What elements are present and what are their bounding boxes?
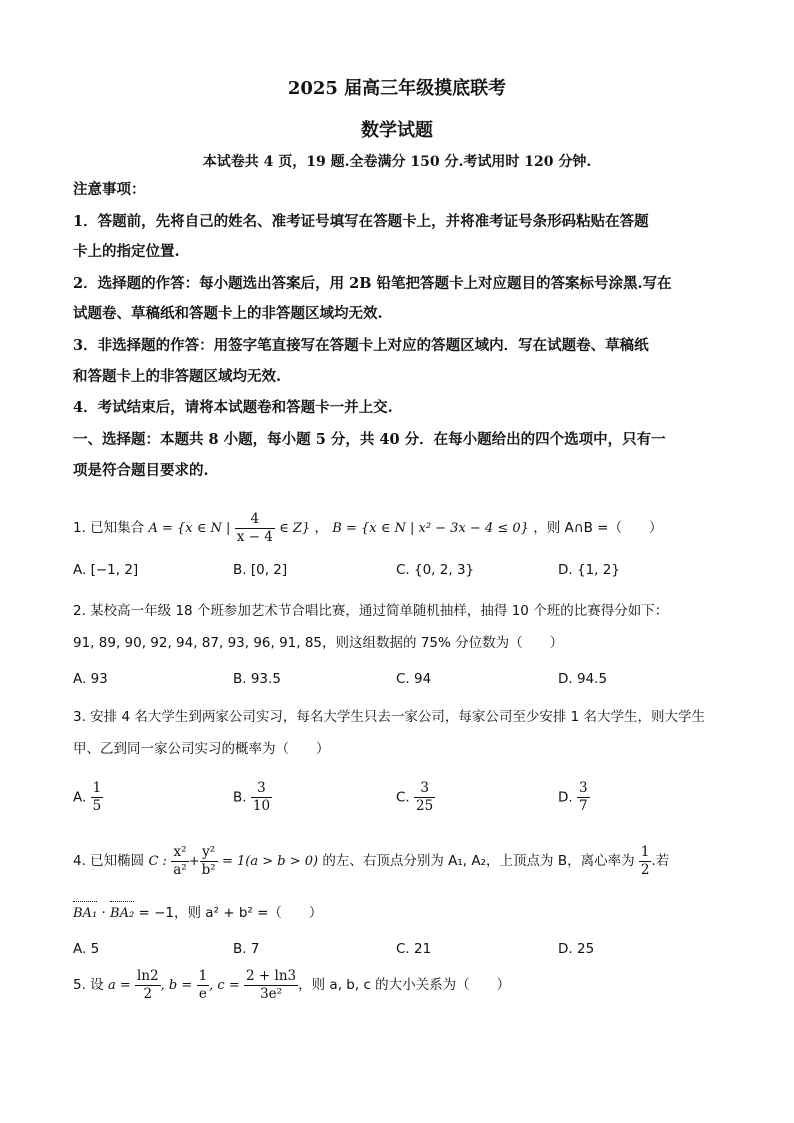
question-1: 1. 已知集合 A = {x ∈ N | $\frac{4}{x - 4}$ ∈ Z} ， B = {x ∈ N | x² − 3x − 4 ≤ 0} ，则 A∩B =（ ）: [73, 510, 663, 545]
q4-vector-ba1: BA₁: [73, 904, 97, 924]
question-5: 5. 设 a = $\frac{\ln 2}{2}$ , b = $\frac{1}{e}$ , c = $\frac{2 + \ln 3}{\text{3e²}}$ ，则 a, b, c 的大小关系为（ ）: [73, 967, 511, 1002]
q4-x-fraction: $\frac{\text{x²}}{\text{a²}}$: [173, 843, 187, 878]
q3-option-d-fraction: $\frac{3}{7}$: [578, 780, 588, 814]
q5-a-fraction: $\frac{\ln 2}{2}$: [137, 967, 159, 1002]
notice-heading: 注意事项：: [73, 181, 146, 198]
question-2-a: 2. 某校高一年级 18 个班参加艺术节合唱比赛，通过简单随机抽样，抽得 10 个班的比赛得分如下：: [73, 603, 669, 619]
q1-setA-left: A = {x ∈ N |: [148, 521, 231, 536]
q3-option-a-fraction: $\frac{1}{5}$: [92, 780, 102, 814]
q3-option-d: D. $\frac{3}{7}$: [558, 780, 588, 814]
q2-option-a: A. 93: [73, 671, 108, 687]
q3-option-c: C. $\frac{3}{25}$: [396, 780, 434, 814]
notice-item-4: 4．考试结束后，请将本试题卷和答题卡一并上交.: [73, 399, 393, 416]
notice-item-2b: 试题卷、草稿纸和答题卡上的非答题区域均无效.: [73, 305, 383, 322]
q5-b-fraction: $\frac{1}{e}$: [198, 967, 208, 1002]
q2-option-c: C. 94: [396, 671, 432, 687]
exam-subject: 数学试题: [361, 120, 433, 141]
exam-title: 2025 届高三年级摸底联考: [287, 78, 507, 99]
q3-option-b: B. $\frac{3}{10}$: [233, 780, 271, 814]
notice-item-3b: 和答题卡上的非答题区域均无效.: [73, 368, 282, 385]
q1-option-a: A. [−1, 2]: [73, 562, 139, 578]
q3-option-b-fraction: $\frac{3}{10}$: [252, 780, 271, 814]
q4-eccentricity-fraction: $\frac{1}{2}$: [640, 843, 650, 878]
q1-suffix: ，则 A∩B =（ ）: [533, 520, 663, 536]
q1-option-d: D. {1, 2}: [558, 562, 620, 578]
notice-item-1b: 卡上的指定位置.: [73, 243, 180, 260]
q1-setB: B = {x ∈ N | x² − 3x − 4 ≤ 0}: [332, 521, 529, 536]
question-3-b: 甲、乙到同一家公司实习的概率为（ ）: [73, 741, 330, 757]
question-4-b: BA₁ · BA₂ = −1，则 a² + b² =（ ）: [73, 903, 322, 924]
section-1-heading-b: 项是符合题目要求的.: [73, 462, 209, 479]
section-1-heading-a: 一、选择题：本题共 8 小题，每小题 5 分，共 40 分．在每小题给出的四个选项中，只有一: [73, 431, 666, 448]
q4-option-b: B. 7: [233, 941, 260, 957]
q4-option-d: D. 25: [558, 941, 595, 957]
q2-option-d: D. 94.5: [558, 671, 608, 687]
question-4-a: 4. 已知椭圆 C : $\frac{\text{x²}}{\text{a²}}$ + $\frac{\text{y²}}{\text{b²}}$ = 1(a > b > 0) 的左、右顶点分别为 A₁, A₂，上顶点为 B，离心率为 $\frac{1}{2}$ .若: [73, 843, 670, 878]
q1-prefix: 1. 已知集合: [73, 520, 145, 536]
q4-vector-ba2: BA₂: [110, 904, 134, 924]
q4-y-fraction: $\frac{\text{y²}}{\text{b²}}$: [201, 843, 216, 878]
q4-option-a: A. 5: [73, 941, 100, 957]
q2-option-b: B. 93.5: [233, 671, 281, 687]
exam-info: 本试卷共 4 页，19 题.全卷满分 150 分.考试用时 120 分钟.: [202, 154, 592, 170]
question-2-b: 91, 89, 90, 92, 94, 87, 93, 96, 91, 85，则这组数据的 75% 分位数为（ ）: [73, 635, 564, 651]
q1-setA-fraction: $\frac{4}{x - 4}$: [236, 510, 273, 545]
q3-option-a: A. $\frac{1}{5}$: [73, 780, 102, 814]
q5-c-fraction: $\frac{2 + \ln 3}{\text{3e²}}$: [246, 967, 297, 1002]
q1-setA-right: ∈ Z}: [279, 521, 311, 536]
question-3-a: 3. 安排 4 名大学生到两家公司实习，每名大学生只去一家公司，每家公司至少安排 1 名大学生，则大学生: [73, 709, 706, 725]
notice-item-1a: 1．答题前，先将自己的姓名、准考证号填写在答题卡上，并将准考证号条形码粘贴在答题: [73, 213, 649, 230]
q1-option-c: C. {0, 2, 3}: [396, 562, 475, 578]
q3-option-c-fraction: $\frac{3}{25}$: [416, 780, 434, 814]
notice-item-2a: 2．选择题的作答：每小题选出答案后，用 2B 铅笔把答题卡上对应题目的答案标号涂黑.写在: [73, 275, 672, 292]
notice-item-3a: 3．非选择题的作答：用签字笔直接写在答题卡上对应的答题区域内．写在试题卷、草稿纸: [73, 337, 649, 354]
q1-option-b: B. [0, 2]: [233, 562, 288, 578]
q4-option-c: C. 21: [396, 941, 432, 957]
